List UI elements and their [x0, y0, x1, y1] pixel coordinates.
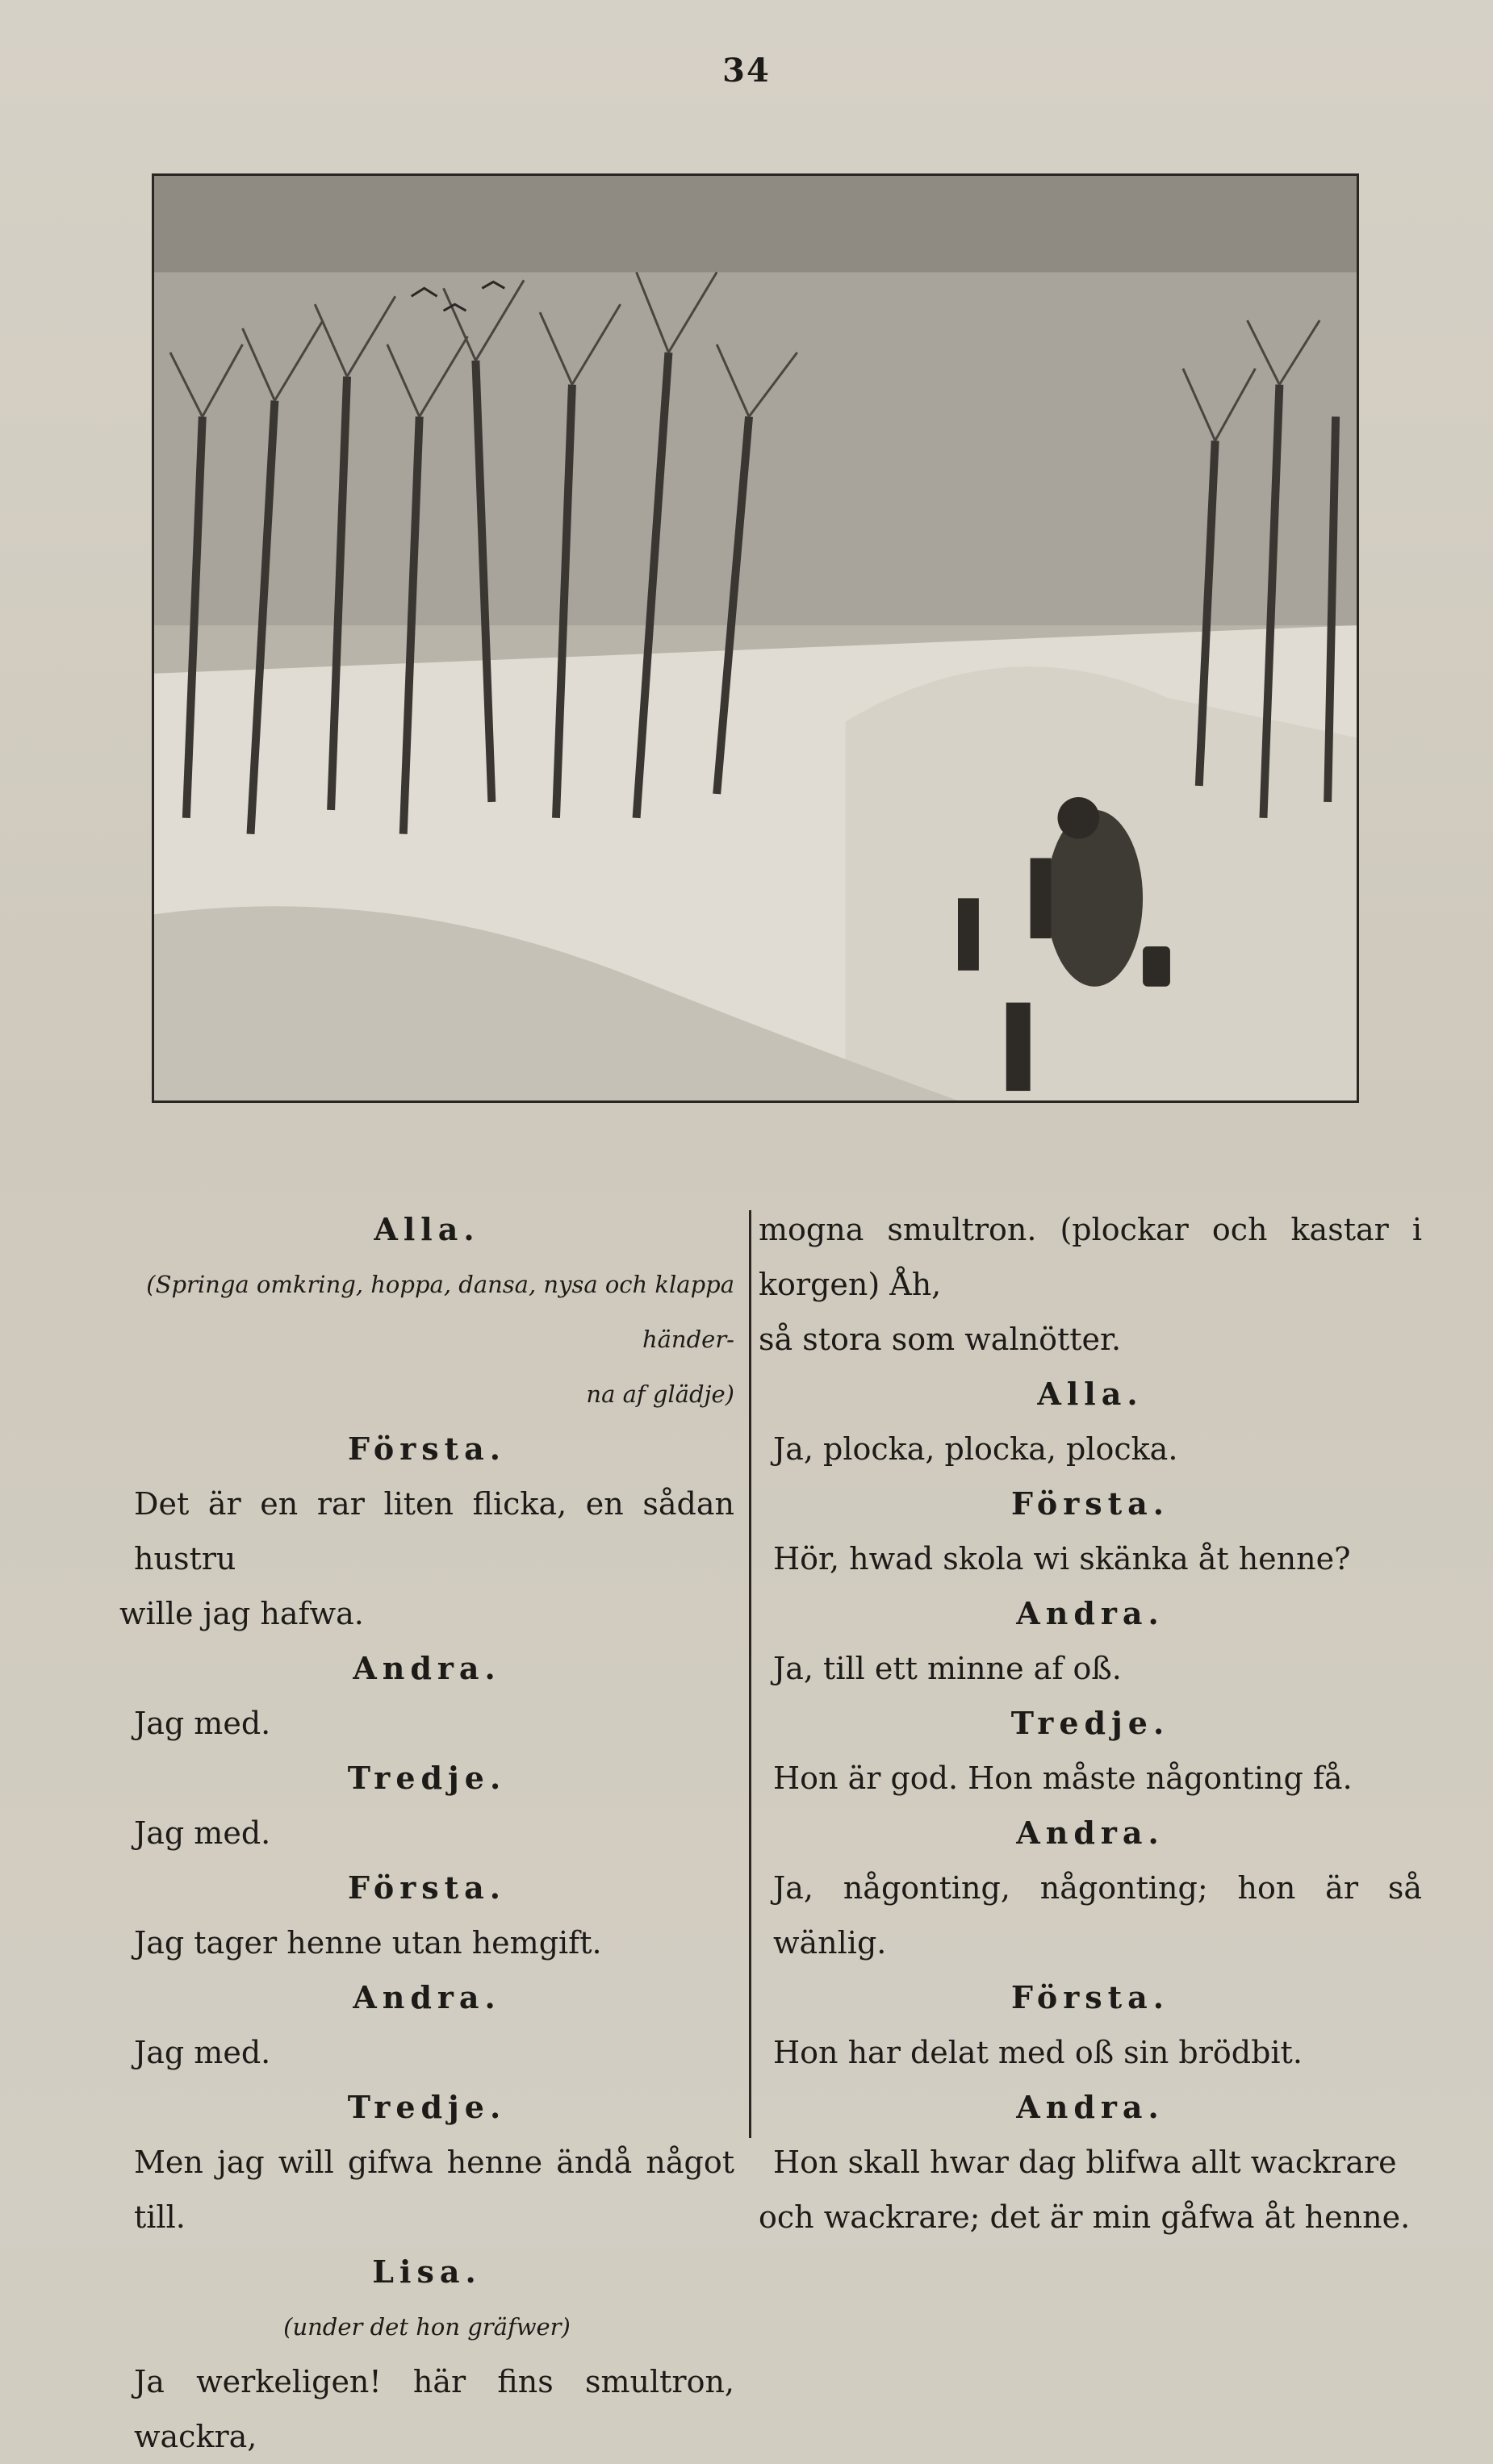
speaker-andra: Andra. — [1016, 1815, 1165, 1851]
speaker-forsta: Första. — [347, 1430, 507, 1467]
dialogue-line: Hör, hwad skola wi skänka åt henne? — [773, 1541, 1351, 1577]
dialogue-line: Jag tager henne utan hemgift. — [134, 1925, 602, 1961]
dialogue-line: Ja, till ett minne af oß. — [773, 1651, 1122, 1686]
dialogue-line: Men jag will gifwa henne ändå något till. — [134, 2145, 734, 2235]
dialogue-line: Ja werkeligen! här fins smultron, wackra, — [134, 2364, 734, 2454]
speaker-forsta: Första. — [1010, 1485, 1170, 1522]
winter-forest-illustration — [152, 173, 1359, 1103]
stage-direction: (Springa omkring, hoppa, dansa, nysa och klappa händer- — [146, 1271, 734, 1353]
dialogue-line: Hon skall hwar dag blifwa allt wackrare — [773, 2145, 1397, 2180]
speaker-tredje: Tredje. — [347, 1760, 507, 1796]
column-divider — [749, 1210, 751, 2138]
speaker-lisa: Lisa. — [372, 2253, 482, 2290]
speaker-andra: Andra. — [353, 1650, 501, 1686]
page-number: 34 — [722, 52, 771, 90]
dialogue-line: Hon har delat med oß sin brödbit. — [773, 2035, 1303, 2070]
speaker-andra: Andra. — [1016, 2089, 1165, 2125]
speaker-tredje: Tredje. — [1010, 1705, 1170, 1741]
left-column — [119, 1202, 734, 2464]
dialogue-line: Jag med. — [134, 1815, 271, 1851]
dialogue-line: Ja, någonting, någonting; hon är så wänlig. — [773, 1870, 1422, 1961]
speaker-andra: Andra. — [1016, 1595, 1165, 1631]
dialogue-line: Det är en rar liten flicka, en sådan hustru — [134, 1486, 734, 1577]
speaker-forsta: Första. — [347, 1869, 507, 1906]
engraving-image — [154, 176, 1357, 1100]
stage-direction: na af glädje) — [586, 1380, 734, 1408]
dialogue-line: så stora som walnötter. — [759, 1322, 1122, 1357]
speaker-tredje: Tredje. — [347, 2089, 507, 2125]
dialogue-line: Ja, plocka, plocka, plocka. — [773, 1431, 1178, 1467]
dialogue-line: Jag med. — [134, 1706, 271, 1741]
speaker-alla: Alla. — [374, 1211, 480, 1247]
dialogue-line: Hon är god. Hon måste någonting få. — [773, 1760, 1353, 1796]
speaker-forsta: Första. — [1010, 1979, 1170, 2015]
dialogue-line: mogna smultron. (plockar och kastar i korgen) Åh, — [759, 1212, 1422, 1302]
right-column — [759, 1202, 1422, 2245]
dialogue-line: Jag med. — [134, 2035, 271, 2070]
speaker-andra: Andra. — [353, 1979, 501, 2015]
dialogue-line: och wackrare; det är min gåfwa åt henne. — [759, 2199, 1411, 2235]
speaker-alla: Alla. — [1037, 1376, 1144, 1412]
dialogue-line: wille jag hafwa. — [119, 1596, 364, 1631]
stage-direction: (under det hon gräfwer) — [283, 2313, 571, 2341]
